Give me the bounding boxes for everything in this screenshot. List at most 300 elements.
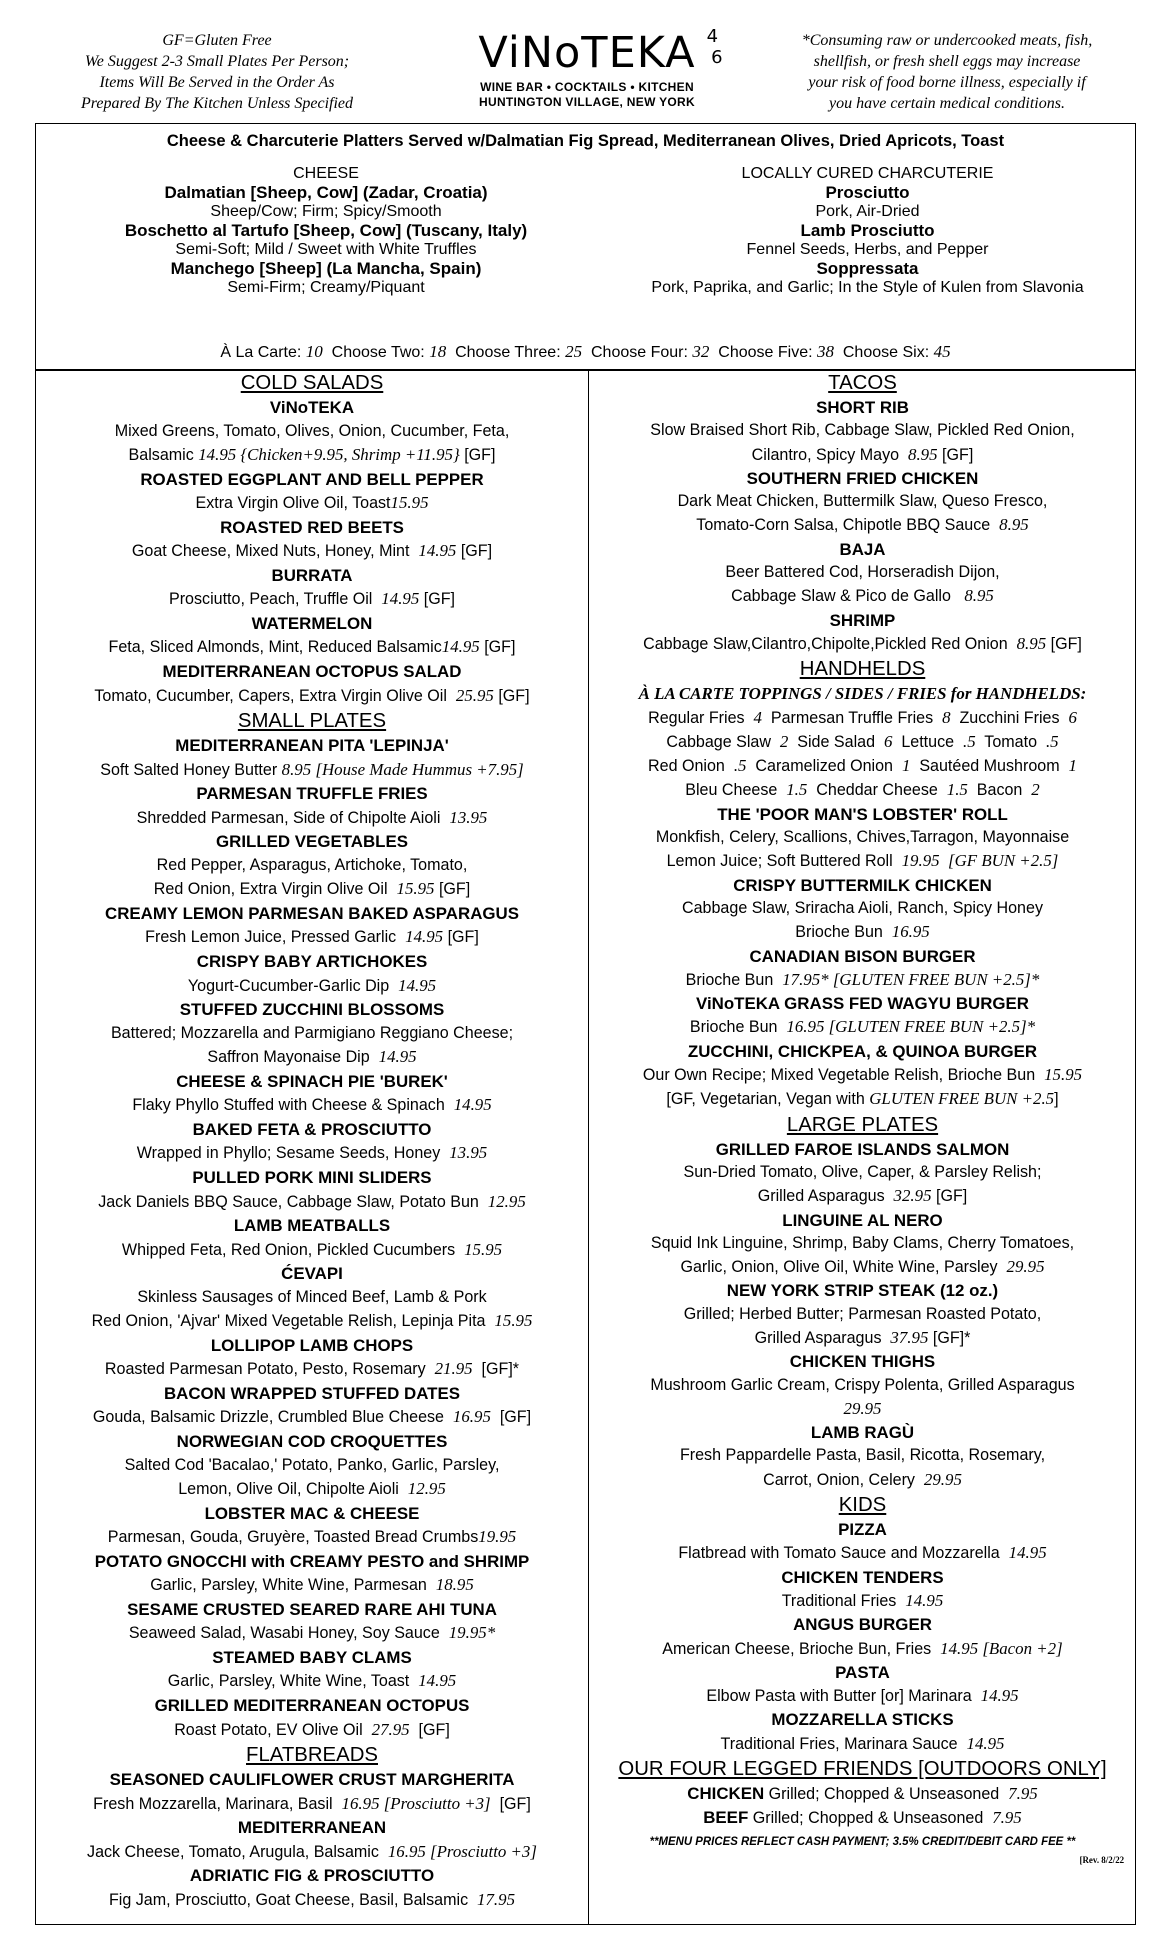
menu-item-name: PIZZA <box>838 1520 887 1540</box>
platter-item-name: Soppressata <box>816 259 919 278</box>
restaurant-logo <box>478 26 724 80</box>
price-text: 14.95 <box>378 1047 417 1067</box>
menu-item-desc <box>38 1888 586 1913</box>
price-text: 15.95 <box>494 1311 533 1331</box>
price-text: 14.95 <box>441 637 480 657</box>
pricing-label: Choose Five: <box>709 344 817 361</box>
menu-item-desc <box>591 419 1134 442</box>
price-text: 14.95 <box>418 541 457 561</box>
menu-item-desc <box>38 1286 586 1310</box>
raw-warning-1: *Consuming raw or undercooked meats, fish, <box>801 32 1093 49</box>
price-text: 1.5 <box>786 780 808 800</box>
desc-text: Lemon, Olive Oil, Chipolte Aioli <box>178 1480 408 1499</box>
pricing-price: 45 <box>933 342 951 361</box>
price-text: 14.95 <box>398 975 437 995</box>
desc-text: Mixed Greens, Tomato, Olives, Onion, Cucumber, Feta, <box>114 421 510 440</box>
menu-item-desc <box>38 491 586 516</box>
desc-text: Caramelized Onion <box>746 757 902 776</box>
price-text: 14.95 <box>418 1671 457 1691</box>
menu-item-desc <box>591 1161 1134 1184</box>
menu-item-name: ADRIATIC FIG & PROSCIUTTO <box>189 1866 435 1886</box>
menu-item-name: CHICKEN TENDERS <box>781 1567 944 1587</box>
header-notes-left <box>34 30 400 114</box>
desc-text: [GF] <box>443 928 479 947</box>
desc-text: Soft Salted Honey Butter <box>100 760 282 779</box>
menu-item-desc <box>38 1525 586 1550</box>
price-text: 16.95 <box>452 1407 491 1427</box>
desc-text: Red Pepper, Asparagus, Artichoke, Tomato, <box>156 855 468 874</box>
desc-text: Flatbread with Tomato Sauce and Mozzarella <box>678 1544 1009 1563</box>
logo-fraction-top: 4 <box>706 26 720 47</box>
menu-item-name: WATERMELON <box>251 613 373 633</box>
pricing-label: Choose Three: <box>446 344 566 361</box>
desc-text: [GF]* <box>928 1328 971 1347</box>
service-note-2: Prepared By The Kitchen Unless Specified <box>80 95 354 112</box>
item-label: CHICKEN <box>687 1784 765 1804</box>
menu-item-name: ViNoTEKA GRASS FED WAGYU BURGER <box>696 994 1029 1014</box>
price-text: 6 <box>883 731 893 751</box>
charcuterie-list <box>600 165 1135 297</box>
desc-text: Traditional Fries, Marinara Sauce <box>720 1734 967 1753</box>
desc-text: Sautéed Mushroom <box>910 757 1069 776</box>
desc-text: Brioche Bun <box>685 970 783 989</box>
menu-item-desc <box>38 806 586 831</box>
platter-item-desc: Semi-Soft; Mild / Sweet with White Truffles <box>175 241 477 258</box>
price-text: 15.95 <box>464 1239 503 1259</box>
menu-item-desc <box>38 1141 586 1166</box>
section-heading: SMALL PLATES <box>237 709 387 733</box>
menu-item-name: CREAMY LEMON PARMESAN BAKED ASPARAGUS <box>105 903 519 923</box>
price-text: .5 <box>733 756 747 776</box>
menu-item-desc <box>38 1792 586 1817</box>
menu-item-name: ROASTED RED BEETS <box>220 517 404 537</box>
desc-text: Red Onion, 'Ajvar' Mixed Vegetable Relish, Lepinja Pita <box>91 1312 495 1331</box>
restaurant-location: HUNTINGTON VILLAGE, NEW YORK <box>479 95 695 109</box>
desc-text: Slow Braised Short Rib, Cabbage Slaw, Pickled Red Onion, <box>650 421 1075 440</box>
price-text: 14.95 <box>905 1590 944 1610</box>
desc-text: Whipped Feta, Red Onion, Pickled Cucumbers <box>121 1240 465 1259</box>
price-text: 37.95 <box>890 1327 929 1347</box>
platter-section <box>35 123 1136 371</box>
menu-item-name: MEDITERRANEAN <box>237 1818 387 1838</box>
menu-item-desc <box>38 587 586 612</box>
price-text: 4 <box>753 707 762 727</box>
pricing-price: 25 <box>565 342 583 361</box>
price-text: 8.95 <box>1016 633 1047 653</box>
menu-item-name: BAJA <box>839 539 886 559</box>
desc-text: [GF] <box>456 542 493 561</box>
menu-item-name: LOBSTER MAC & CHEESE <box>204 1503 420 1523</box>
desc-text: [GF, Vegetarian, Vegan with <box>666 1090 870 1109</box>
raw-warning-3: your risk of food borne illness, especially if <box>808 74 1086 91</box>
menu-item-name: MEDITERRANEAN OCTOPUS SALAD <box>162 662 462 682</box>
menu-item-desc <box>38 1621 586 1646</box>
price-text: 19.95* <box>448 1623 496 1643</box>
price-text: 18.95 <box>435 1575 474 1595</box>
platter-item-name: Boschetto al Tartufo [Sheep, Cow] (Tuscany, Italy) <box>124 221 528 240</box>
desc-text: Grilled Asparagus <box>757 1187 894 1206</box>
desc-text: Garlic, Onion, Olive Oil, White Wine, Parsley <box>680 1258 1007 1277</box>
menu-body <box>35 369 1136 1925</box>
menu-item-desc <box>38 758 586 783</box>
menu-item-name: CRISPY BABY ARTICHOKES <box>196 952 428 972</box>
menu-item-desc <box>591 513 1134 537</box>
menu-item-name: BAKED FETA & PROSCIUTTO <box>192 1119 432 1139</box>
menu-item-desc <box>38 635 586 660</box>
price-text: 1 <box>1068 756 1077 776</box>
desc-text: Bacon <box>967 781 1032 800</box>
price-text: 15.95 <box>1044 1065 1083 1085</box>
desc-text: [GF]* <box>472 1360 520 1379</box>
menu-item-desc <box>591 1326 1134 1350</box>
price-text: 14.95 [Bacon +2] <box>940 1638 1063 1658</box>
desc-text: Grilled; Herbed Butter; Parmesan Roasted Potato, <box>683 1304 1042 1323</box>
menu-item-name: STUFFED ZUCCHINI BLOSSOMS <box>179 1000 445 1020</box>
logo-fraction-bottom: 6 <box>711 47 724 68</box>
desc-text: Saffron Mayonaise Dip <box>207 1048 379 1067</box>
desc-text: Side Salad <box>788 732 884 751</box>
menu-item-desc <box>38 1309 586 1334</box>
desc-text: [GF] <box>493 686 530 705</box>
platter-item-name: Lamb Prosciutto <box>800 221 935 240</box>
menu-item-desc <box>591 730 1134 754</box>
price-text: 16.95 <box>891 922 930 942</box>
price-text: 14.95 <box>1008 1543 1047 1563</box>
restaurant-tagline: WINE BAR • COCKTAILS • KITCHEN <box>480 80 694 94</box>
desc-text: Roasted Parmesan Potato, Pesto, Rosemary <box>104 1360 435 1379</box>
item-label: BEEF <box>703 1808 749 1828</box>
menu-item-name: PASTA <box>835 1662 890 1682</box>
price-text: 2 <box>1031 780 1040 800</box>
menu-item-name: STEAMED BABY CLAMS <box>212 1647 412 1667</box>
menu-item-desc <box>591 706 1134 730</box>
menu-item-name: PULLED PORK MINI SLIDERS <box>192 1167 432 1187</box>
service-note-1: Items Will Be Served in the Order As <box>99 74 335 91</box>
menu-item-desc <box>38 974 586 999</box>
desc-text: Sun-Dried Tomato, Olive, Caper, & Parsley Relish; <box>683 1162 1042 1181</box>
menu-item-desc <box>38 1357 586 1382</box>
platter-item-desc: Pork, Paprika, and Garlic; In the Style of Kulen from Slavonia <box>651 279 1084 296</box>
menu-item-desc <box>591 826 1134 849</box>
price-text: 7.95 <box>1008 1784 1038 1804</box>
menu-item-desc <box>591 1232 1134 1255</box>
pricing-label: Choose Two: <box>322 344 430 361</box>
menu-item-desc <box>38 1573 586 1598</box>
desc-text: Roast Potato, EV Olive Oil <box>174 1720 372 1739</box>
raw-warning-2: shellfish, or fresh shell eggs may increase <box>813 53 1081 70</box>
desc-text: Lettuce <box>892 732 963 751</box>
price-text: 14.95 <box>980 1686 1019 1706</box>
price-text: 6 <box>1068 707 1077 727</box>
menu-item-desc <box>591 1015 1134 1039</box>
desc-text: Garlic, Parsley, White Wine, Parmesan <box>150 1576 436 1595</box>
desc-text: Mushroom Garlic Cream, Crispy Polenta, Grilled Asparagus <box>650 1375 1075 1394</box>
price-text: .5 <box>1045 731 1059 751</box>
desc-text: Tomato-Corn Salsa, Chipotle BBQ Sauce <box>696 516 1000 535</box>
platter-column-title: LOCALLY CURED CHARCUTERIE <box>741 165 994 182</box>
desc-text: [GF] <box>931 1187 968 1206</box>
menu-column-left <box>36 370 588 1912</box>
menu-header <box>34 26 1140 126</box>
menu-item-desc <box>591 1589 1134 1613</box>
menu-item-desc <box>591 1444 1134 1467</box>
price-text: 1 <box>901 756 911 776</box>
desc-text: Brioche Bun <box>689 1018 787 1037</box>
menu-item-desc <box>591 920 1134 944</box>
platter-item-name: Dalmatian [Sheep, Cow] (Zadar, Croatia) <box>164 183 488 202</box>
desc-text: Tomato, Cucumber, Capers, Extra Virgin Olive Oil <box>94 686 456 705</box>
menu-column-right <box>588 370 1136 1924</box>
menu-item-desc <box>38 877 586 902</box>
menu-item-desc <box>591 443 1134 467</box>
section-heading: COLD SALADS <box>240 371 384 394</box>
menu-item-desc <box>591 1684 1134 1708</box>
price-text: 8.95 <box>908 444 938 464</box>
menu-item-name: CANADIAN BISON BURGER <box>749 946 976 966</box>
price-text: 32.95 <box>893 1186 932 1206</box>
menu-item-name: ROASTED EGGPLANT AND BELL PEPPER <box>140 469 484 489</box>
menu-item-name: NEW YORK STRIP STEAK (12 oz.) <box>726 1281 999 1301</box>
desc-text: Feta, Sliced Almonds, Mint, Reduced Balsamic <box>108 638 442 657</box>
menu-item-name: LOLLIPOP LAMB CHOPS <box>210 1335 414 1355</box>
desc-text: Zucchini Fries <box>950 708 1069 727</box>
price-text: 25.95 <box>455 685 494 705</box>
menu-item-name: ANGUS BURGER <box>793 1615 932 1635</box>
desc-text: Grilled; Chopped & Unseasoned <box>748 1809 993 1828</box>
menu-item-desc <box>591 632 1134 656</box>
menu-item-desc <box>591 1303 1134 1326</box>
menu-item-name: BURRATA <box>271 565 353 585</box>
cheese-list <box>46 165 606 297</box>
menu-item-desc <box>591 1806 1134 1830</box>
menu-item-desc <box>591 754 1134 778</box>
desc-text: Cilantro, Spicy Mayo <box>751 445 909 464</box>
menu-item-desc <box>38 539 586 564</box>
menu-item-desc <box>591 1468 1134 1492</box>
menu-item-desc <box>591 1184 1134 1208</box>
menu-item-desc <box>591 1087 1134 1111</box>
desc-text: Jack Cheese, Tomato, Arugula, Balsamic <box>87 1842 388 1861</box>
price-text: 8 <box>942 707 951 727</box>
desc-text: Traditional Fries <box>781 1591 906 1610</box>
menu-item-name: GRILLED FAROE ISLANDS SALMON <box>715 1139 1010 1159</box>
menu-item-desc <box>591 490 1134 513</box>
desc-text: Regular Fries <box>648 708 754 727</box>
header-notes-right <box>754 30 1140 114</box>
small-plates-note: We Suggest 2-3 Small Plates Per Person; <box>84 53 350 70</box>
platter-banner: Cheese & Charcuterie Platters Served w/Dalmatian Fig Spread, Mediterranean Olives, Dried Apricots, Toast <box>166 132 1005 150</box>
platter-item-desc: Sheep/Cow; Firm; Spicy/Smooth <box>210 203 442 220</box>
menu-item-name: POTATO GNOCCHI with CREAMY PESTO and SHRIMP <box>94 1551 530 1571</box>
desc-text: Cheddar Cheese <box>807 781 947 800</box>
desc-text: Red Onion, Extra Virgin Olive Oil <box>153 880 397 899</box>
desc-text: Battered; Mozzarella and Parmigiano Reggiano Cheese; <box>110 1023 514 1042</box>
desc-text: Squid Ink Linguine, Shrimp, Baby Clams, Cherry Tomatoes, <box>650 1233 1075 1252</box>
pricing-price: 38 <box>816 342 834 361</box>
gf-note: GF=Gluten Free <box>162 32 272 49</box>
desc-text: Grilled; Chopped & Unseasoned <box>764 1785 1009 1804</box>
pricing-price: 32 <box>692 342 710 361</box>
desc-text: Cabbage Slaw <box>666 732 780 751</box>
menu-item-desc <box>591 1637 1134 1661</box>
menu-item-desc <box>38 1405 586 1430</box>
menu-item-name: ViNoTEKA <box>269 398 355 417</box>
price-text: 16.95 [GLUTEN FREE BUN +2.5]* <box>786 1017 1036 1037</box>
price-text: 15.95 <box>390 493 429 513</box>
desc-text: Yogurt-Cucumber-Garlic Dip <box>187 976 399 995</box>
platter-banner-wrap <box>36 124 1135 161</box>
menu-item-name: SOUTHERN FRIED CHICKEN <box>746 468 979 488</box>
price-disclaimer: **MENU PRICES REFLECT CASH PAYMENT; 3.5% CREDIT/DEBIT CARD FEE ** <box>649 1835 1076 1848</box>
desc-text: Red Onion <box>648 757 734 776</box>
menu-item-desc <box>591 1063 1134 1087</box>
menu-item-desc <box>38 420 586 444</box>
desc-text: Dark Meat Chicken, Buttermilk Slaw, Queso Fresco, <box>677 492 1048 511</box>
menu-item-name: MEDITERRANEAN PITA 'LEPINJA' <box>175 736 449 756</box>
menu-item-name: CRISPY BUTTERMILK CHICKEN <box>733 875 992 895</box>
desc-text: [GF] <box>490 1408 532 1427</box>
menu-item-desc <box>38 1669 586 1694</box>
menu-item-desc <box>38 1238 586 1263</box>
price-text: 29.95 <box>1006 1257 1045 1277</box>
menu-item-desc <box>38 1045 586 1070</box>
price-text: .5 <box>962 731 976 751</box>
raw-warning-4: you have certain medical conditions. <box>829 95 1065 112</box>
desc-text: Tomato <box>975 732 1046 751</box>
platter-item-desc: Fennel Seeds, Herbs, and Pepper <box>746 241 989 258</box>
platter-item-name: Manchego [Sheep] (La Mancha, Spain) <box>170 259 482 278</box>
price-text: 17.95 <box>477 1889 516 1909</box>
desc-text: Garlic, Parsley, White Wine, Toast <box>167 1672 419 1691</box>
desc-text: Fresh Lemon Juice, Pressed Garlic <box>145 928 406 947</box>
desc-text: Parmesan, Gouda, Gruyère, Toasted Bread Crumbs <box>107 1528 479 1547</box>
price-text: 21.95 <box>434 1359 473 1379</box>
menu-item-name: SHORT RIB <box>816 398 909 417</box>
restaurant-branding <box>410 26 764 110</box>
logo-text: ViNoTEKA <box>478 28 696 78</box>
desc-text: Gouda, Balsamic Drizzle, Crumbled Blue Cheese <box>92 1408 453 1427</box>
desc-text: Jack Daniels BBQ Sauce, Cabbage Slaw, Potato Bun <box>98 1192 488 1211</box>
price-text: 15.95 <box>396 879 435 899</box>
toppings-heading: À LA CARTE TOPPINGS / SIDES / FRIES for HANDHELDS: <box>638 684 1087 704</box>
desc-text: [GF] <box>434 880 471 899</box>
desc-text: Cabbage Slaw & Pico de Gallo <box>731 587 965 606</box>
menu-item-desc <box>591 897 1134 920</box>
desc-text: [GF] <box>937 445 974 464</box>
menu-item-name: SHRIMP <box>829 610 896 630</box>
desc-text: [GF] <box>459 446 496 465</box>
menu-item-name: GRILLED VEGETABLES <box>216 832 408 852</box>
menu-item-desc <box>591 1397 1134 1421</box>
desc-text: Cabbage Slaw,Cilantro,Chipolte,Pickled Red Onion <box>643 634 1017 653</box>
menu-item-desc <box>591 1732 1134 1756</box>
desc-text: [GF] <box>490 1794 531 1813</box>
price-text: 29.95 <box>923 1469 962 1489</box>
desc-text: Wrapped in Phyllo; Sesame Seeds, Honey <box>136 1144 450 1163</box>
section-heading: FLATBREADS <box>246 1743 378 1767</box>
platter-pricing <box>36 342 1135 362</box>
price-text: 12.95 <box>407 1479 446 1499</box>
platter-item-desc: Semi-Firm; Creamy/Piquant <box>227 279 425 296</box>
menu-item-desc <box>591 968 1134 992</box>
price-text: 19.95 [GF BUN +2.5] <box>901 851 1059 871</box>
section-heading: OUR FOUR LEGGED FRIENDS [OUTDOORS ONLY] <box>618 1757 1107 1781</box>
menu-item-desc <box>38 925 586 950</box>
menu-item-desc <box>591 1782 1134 1806</box>
menu-item-name: CHEESE & SPINACH PIE 'BUREK' <box>176 1071 448 1091</box>
desc-text: Salted Cod 'Bacalao,' Potato, Panko, Garlic, Parsley, <box>124 1455 500 1474</box>
menu-item-desc <box>38 1718 586 1743</box>
revision-date: [Rev. 8/2/22 <box>1079 1854 1125 1865</box>
price-text: 14.95 {Chicken+9.95, Shrimp +11.95} <box>198 445 460 465</box>
menu-item-desc <box>38 1093 586 1118</box>
desc-text: Extra Virgin Olive Oil, Toast <box>195 494 391 513</box>
desc-text: Grilled Asparagus <box>754 1328 891 1347</box>
menu-item-name: CHICKEN THIGHS <box>789 1352 936 1372</box>
price-text: 16.95 [Prosciutto +3] <box>387 1841 537 1861</box>
desc-text: Shredded Parmesan, Side of Chipolte Aioli <box>136 808 450 827</box>
menu-item-name: GRILLED MEDITERRANEAN OCTOPUS <box>154 1695 470 1715</box>
platter-item-desc: Pork, Air-Dried <box>815 203 920 220</box>
price-text: 8.95 <box>999 515 1029 535</box>
platter-item-name: Prosciutto <box>825 183 910 202</box>
price-text: 13.95 <box>449 1143 488 1163</box>
desc-text: Carrot, Onion, Celery <box>763 1470 924 1489</box>
pricing-price: 18 <box>429 342 447 361</box>
price-text: GLUTEN FREE BUN +2.5 <box>869 1089 1055 1109</box>
price-text: 14.95 <box>381 589 420 609</box>
price-text: 14.95 <box>405 927 444 947</box>
desc-text: [GF] <box>409 1720 450 1739</box>
desc-text: Flaky Phyllo Stuffed with Cheese & Spinach <box>132 1096 454 1115</box>
price-text: 17.95* [GLUTEN FREE BUN +2.5]* <box>782 969 1040 989</box>
section-heading: KIDS <box>838 1493 887 1517</box>
menu-item-desc <box>591 561 1134 584</box>
price-text: 8.95 <box>964 586 994 606</box>
desc-text: Fresh Mozzarella, Marinara, Basil <box>93 1794 342 1813</box>
desc-text: Elbow Pasta with Butter [or] Marinara <box>706 1687 981 1706</box>
desc-text: Prosciutto, Peach, Truffle Oil <box>168 590 382 609</box>
pricing-label: Choose Six: <box>833 344 934 361</box>
price-text: 29.95 <box>843 1398 882 1418</box>
desc-text: Brioche Bun <box>795 923 892 942</box>
desc-text: Bleu Cheese <box>685 781 787 800</box>
desc-text: American Cheese, Brioche Bun, Fries <box>662 1639 941 1658</box>
desc-text: Seaweed Salad, Wasabi Honey, Soy Sauce <box>128 1624 449 1643</box>
price-text: 14.95 <box>966 1733 1005 1753</box>
menu-item-name: SESAME CRUSTED SEARED RARE AHI TUNA <box>127 1599 497 1619</box>
menu-item-name: ZUCCHINI, CHICKPEA, & QUINOA BURGER <box>687 1041 1038 1061</box>
desc-text: Monkfish, Celery, Scallions, Chives,Tarragon, Mayonnaise <box>655 828 1070 847</box>
section-heading: HANDHELDS <box>799 657 926 681</box>
desc-text: [GF] <box>419 590 456 609</box>
price-text: 2 <box>779 731 789 751</box>
desc-text: Fresh Pappardelle Pasta, Basil, Ricotta, Rosemary, <box>679 1446 1046 1465</box>
desc-text: Skinless Sausages of Minced Beef, Lamb & Pork <box>137 1287 487 1306</box>
price-text: 13.95 <box>449 807 488 827</box>
menu-item-desc <box>38 1840 586 1865</box>
menu-item-name: BACON WRAPPED STUFFED DATES <box>163 1383 461 1403</box>
menu-item-name: LINGUINE AL NERO <box>782 1210 943 1230</box>
menu-item-name: ĆEVAPI <box>281 1264 343 1284</box>
section-heading: LARGE PLATES <box>786 1112 939 1136</box>
logo-fraction <box>702 28 723 67</box>
menu-item-name: LAMB MEATBALLS <box>233 1216 391 1236</box>
desc-text: Cabbage Slaw, Sriracha Aioli, Ranch, Spicy Honey <box>682 898 1043 917</box>
menu-item-desc <box>591 1374 1134 1397</box>
price-text: 12.95 <box>487 1191 526 1211</box>
menu-item-name: NORWEGIAN COD CROQUETTES <box>176 1431 448 1451</box>
